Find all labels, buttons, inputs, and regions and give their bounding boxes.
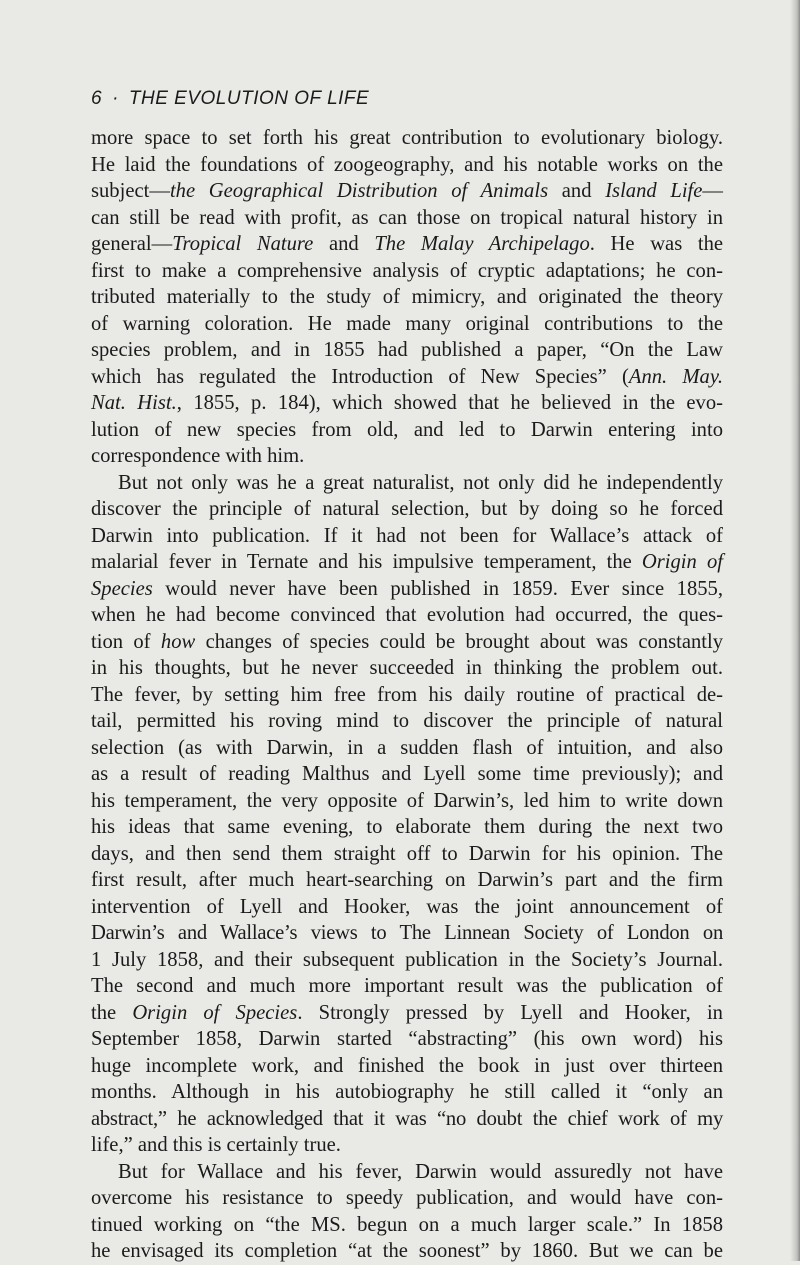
text-run: intervention of Lyell and Hooker, was the joint announcement of (91, 895, 723, 918)
text-run: first result, after much heart-searching on Darwin’s part and the firm (91, 869, 723, 891)
text-line (91, 364, 723, 391)
text-run: . He was the (589, 233, 724, 255)
italic-text: the Geographical Distribution of Animals (169, 180, 549, 202)
text-run: tion of (91, 630, 161, 653)
text-run: changes of species could be brought about was constantly (195, 630, 723, 653)
running-title: THE EVOLUTION OF LIFE (128, 88, 370, 109)
text-run: September 1858, Darwin started “abstracting” (his own word) his (91, 1028, 723, 1050)
text-run: . Strongly pressed by Lyell and Hooker, in (297, 1001, 723, 1024)
text-run: general— (91, 233, 173, 255)
text-run: overcome his resistance to speedy publication, and would have con- (91, 1187, 723, 1209)
text-run: more space to set forth his great contribution to evolutionary biology. (91, 127, 723, 149)
text-line (91, 814, 723, 841)
text-line (91, 1053, 723, 1080)
text-line (91, 1185, 723, 1212)
text-run: — (702, 180, 724, 202)
text-line (91, 1000, 723, 1027)
text-line (91, 867, 723, 894)
text-line (91, 523, 723, 550)
text-line (91, 443, 723, 470)
text-run: of warning coloration. He made many original contributions to the (91, 312, 723, 335)
text-line (91, 655, 723, 682)
text-run: would never have been published in 1859. Ever since 1855, (152, 577, 723, 600)
text-run: But for Wallace and his fever, Darwin would assuredly not have (118, 1160, 723, 1183)
text-line (91, 125, 723, 152)
text-line (91, 178, 723, 205)
page-edge-shadow (790, 0, 800, 1261)
italic-text: The Malay Archipelago (374, 233, 590, 255)
text-run: malarial fever in Ternate and his impulsive temperament, the (91, 551, 642, 573)
italic-text: Origin of (641, 551, 723, 573)
text-line (91, 152, 723, 179)
text-run: life,” and this is certainly true. (91, 1134, 341, 1156)
text-run: days, and then send them straight off to Darwin for his opinion. The (91, 842, 723, 865)
text-run: tributed materially to the study of mimicry, and originated the theory (91, 286, 723, 308)
text-line (91, 1159, 723, 1186)
text-run: and (313, 233, 375, 255)
text-run: which has regulated the Introduction of New Species” ( (91, 365, 629, 388)
text-line (91, 841, 723, 868)
text-line (91, 894, 723, 921)
text-run: , 1855, p. 184), which showed that he believed in the evo- (176, 392, 723, 414)
text-run: as a result of reading Malthus and Lyell some time previously); and (91, 763, 723, 785)
text-run: tail, permitted his roving mind to discover the principle of natural (91, 710, 723, 732)
text-run: Darwin’s and Wallace’s views to The Linnean Society of London on (91, 922, 723, 944)
text-line (91, 1026, 723, 1053)
text-run: selection (as with Darwin, in a sudden flash of intuition, and also (91, 736, 723, 759)
text-run: tinued working on “the MS. begun on a much larger scale.” In 1858 (91, 1213, 723, 1236)
text-line (91, 947, 723, 974)
text-run: and (548, 180, 606, 202)
text-line (91, 1079, 723, 1106)
text-line (91, 1132, 723, 1159)
text-run: Darwin into publication. If it had not been for Wallace’s attack of (91, 524, 723, 547)
text-run: But not only was he a great naturalist, not only did he independently (118, 471, 723, 494)
text-line (91, 1106, 723, 1133)
text-run: can still be read with profit, as can those on tropical natural history in (91, 206, 723, 229)
text-line (91, 735, 723, 762)
text-run: correspondence with him. (91, 445, 305, 467)
italic-text: Island Life (605, 180, 703, 202)
text-line (91, 973, 723, 1000)
text-run: 1 July 1858, and their subsequent publication in the Society’s Journal. (91, 948, 723, 971)
italic-text: Species (91, 577, 153, 600)
text-run: discover the principle of natural selection, but by doing so he forced (91, 498, 723, 520)
text-run: abstract,” he acknowledged that it was “no doubt the chief work of my (91, 1107, 723, 1130)
text-run: species problem, and in 1855 had published a paper, “On the Law (91, 339, 723, 361)
text-line (91, 761, 723, 788)
text-line (91, 576, 723, 603)
text-line (91, 496, 723, 523)
text-line (91, 708, 723, 735)
italic-text: Nat. Hist. (91, 392, 177, 414)
text-line (91, 682, 723, 709)
text-run: first to make a comprehensive analysis of cryptic adaptations; he con- (91, 259, 723, 282)
text-line (91, 788, 723, 815)
text-run: his ideas that same evening, to elaborate them during the next two (91, 816, 723, 838)
text-run: he envisaged its completion “at the soonest” by 1860. But we can be (91, 1240, 723, 1262)
text-line (91, 311, 723, 338)
text-run: his temperament, the very opposite of Darwin’s, led him to write down (91, 789, 723, 812)
text-run: in his thoughts, but he never succeeded in thinking the problem out. (91, 657, 723, 679)
text-line (91, 231, 723, 258)
body-text (91, 125, 723, 1265)
text-run: months. Although in his autobiography he still called it “only an (91, 1081, 723, 1103)
text-line (91, 390, 723, 417)
text-line (91, 205, 723, 232)
text-run: The second and much more important result was the publication of (91, 975, 723, 997)
header-separator: · (112, 88, 119, 109)
text-line (91, 284, 723, 311)
italic-text: Origin of Species (132, 1001, 298, 1024)
text-line (91, 920, 723, 947)
italic-text: how (160, 630, 196, 653)
text-run: subject— (91, 180, 170, 202)
text-run: huge incomplete work, and finished the book in just over thirteen (91, 1054, 723, 1077)
text-line (91, 549, 723, 576)
text-line (91, 629, 723, 656)
italic-text: Tropical Nature (172, 233, 314, 255)
text-run: the (91, 1001, 133, 1024)
text-line (91, 337, 723, 364)
text-line (91, 417, 723, 444)
italic-text: Ann. May. (628, 365, 723, 388)
text-run: He laid the foundations of zoogeography, and his notable works on the (91, 153, 723, 176)
page-number: 6 (91, 88, 103, 109)
text-line (91, 1212, 723, 1239)
text-line (91, 602, 723, 629)
text-run: The fever, by setting him free from his daily routine of practical de- (91, 683, 723, 706)
text-run: when he had become convinced that evolution had occurred, the ques- (91, 604, 723, 626)
running-head (91, 88, 369, 110)
text-line (91, 470, 723, 497)
text-run: lution of new species from old, and led to Darwin entering into (91, 418, 723, 441)
text-line (91, 258, 723, 285)
